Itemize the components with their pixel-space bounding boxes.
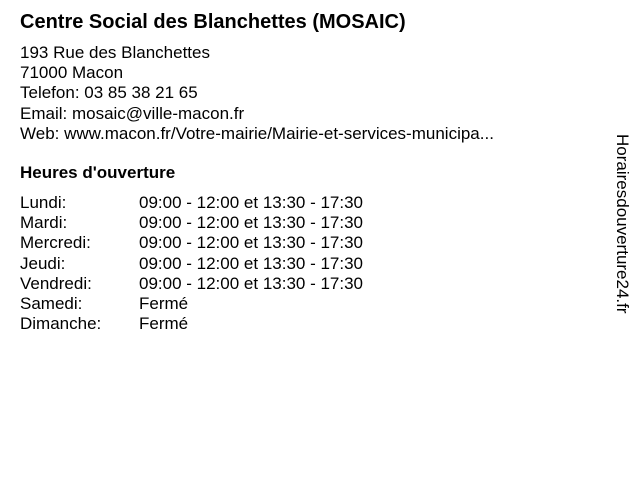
opening-hours-list	[20, 193, 363, 334]
day-hours: 09:00 - 12:00 et 13:30 - 17:30	[139, 213, 364, 233]
site-watermark: Horairesdouverture24.fr	[613, 134, 632, 314]
hours-row-monday	[20, 193, 363, 213]
hours-row-thursday	[20, 254, 363, 274]
day-hours: Fermé	[139, 314, 189, 334]
day-label: Mardi:	[20, 213, 68, 233]
email-line: Email: mosaic@ville-macon.fr	[20, 103, 245, 123]
hours-row-sunday	[20, 314, 363, 334]
hours-row-tuesday	[20, 213, 363, 233]
day-hours: 09:00 - 12:00 et 13:30 - 17:30	[139, 273, 364, 293]
day-label: Mercredi:	[20, 233, 91, 253]
day-hours: 09:00 - 12:00 et 13:30 - 17:30	[139, 253, 364, 273]
hours-row-saturday	[20, 294, 363, 314]
day-label: Samedi:	[20, 293, 83, 313]
day-label: Vendredi:	[20, 273, 92, 293]
address-street: 193 Rue des Blanchettes	[20, 43, 210, 62]
day-label: Lundi:	[20, 193, 67, 212]
day-hours: 09:00 - 12:00 et 13:30 - 17:30	[139, 233, 364, 253]
hours-row-friday	[20, 274, 363, 294]
website-line: Web: www.macon.fr/Votre-mairie/Mairie-et-services-municipa...	[20, 123, 494, 143]
contact-block	[20, 43, 494, 144]
day-label: Jeudi:	[20, 253, 66, 273]
day-hours: Fermé	[139, 293, 189, 313]
hours-row-wednesday	[20, 233, 363, 253]
address-city: 71000 Macon	[20, 63, 124, 83]
day-hours: 09:00 - 12:00 et 13:30 - 17:30	[139, 193, 364, 212]
place-title: Centre Social des Blanchettes (MOSAIC)	[20, 11, 406, 33]
phone-line: Telefon: 03 85 38 21 65	[20, 83, 198, 103]
day-label: Dimanche:	[20, 314, 102, 334]
opening-hours-heading: Heures d'ouverture	[20, 163, 176, 182]
